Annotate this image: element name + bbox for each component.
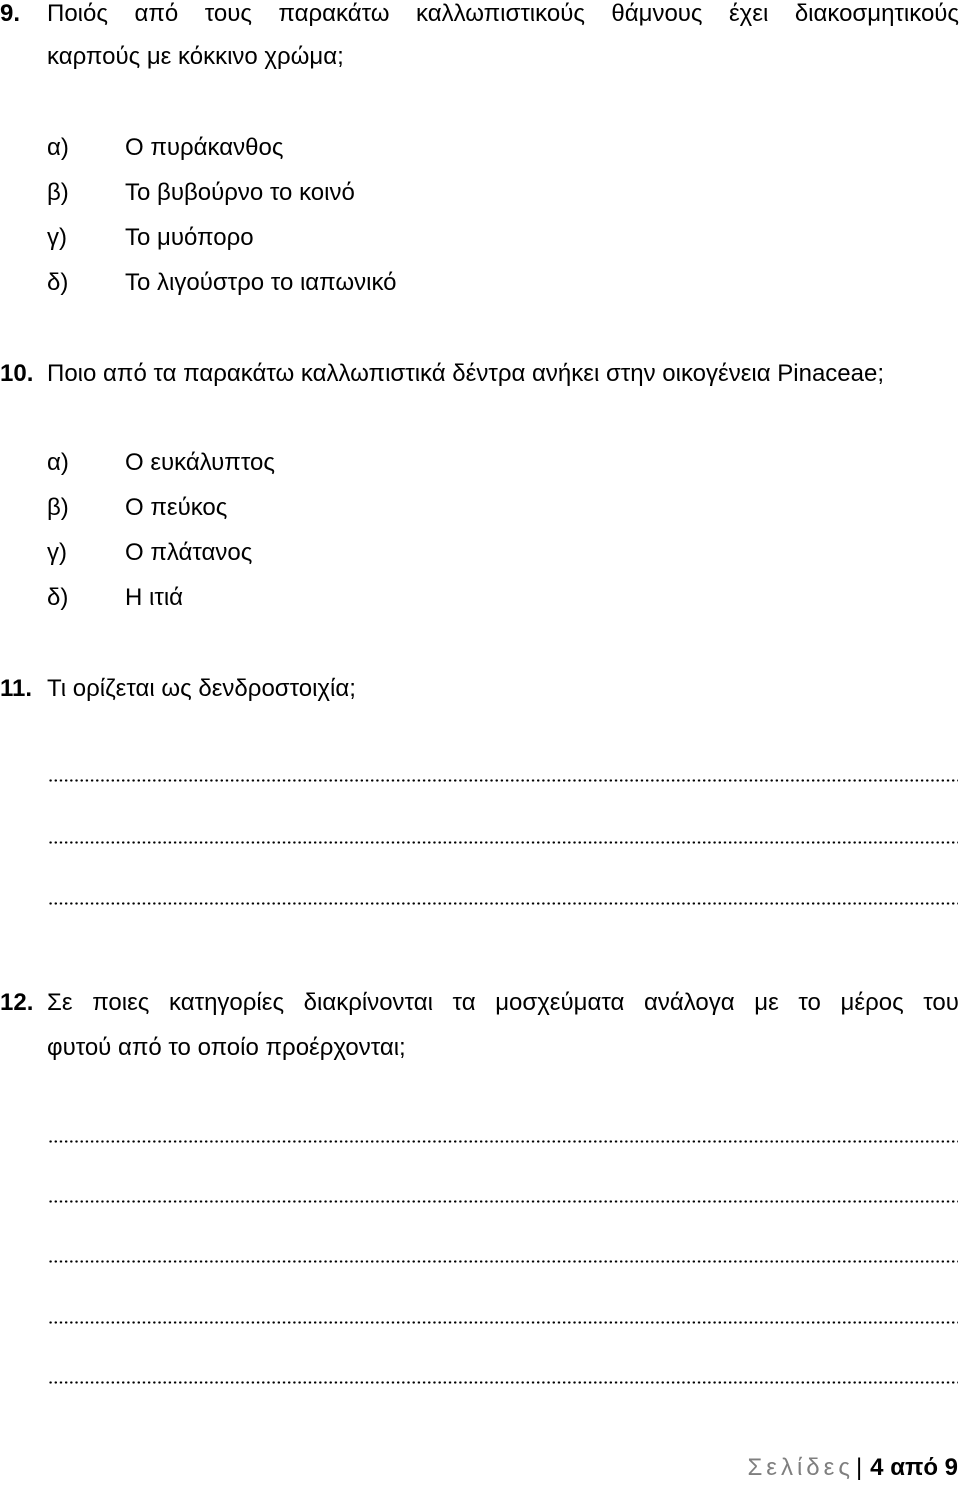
page-footer — [747, 1454, 958, 1482]
answer-dotted-line — [48, 1140, 958, 1143]
question-9-word: από — [134, 0, 179, 27]
question-12-text-line1 — [47, 989, 959, 1017]
footer-pages-label: Σελίδες — [747, 1454, 854, 1481]
question-11-number: 11. — [0, 675, 33, 702]
question-12-text-line2: φυτού από το οποίο προέρχονται; — [47, 1034, 406, 1061]
answer-dotted-line — [48, 841, 958, 844]
footer-page-indicator: 4 από 9 — [870, 1454, 958, 1481]
option-label: γ) — [47, 539, 67, 566]
question-12-word: κατηγορίες — [169, 989, 285, 1016]
answer-dotted-line — [48, 1260, 958, 1263]
question-9-text-line1 — [47, 0, 959, 28]
question-12-word: μοσχεύματα — [495, 989, 625, 1016]
option-text: Η ιτιά — [125, 584, 184, 611]
question-9-word: τους — [204, 0, 252, 27]
question-11-text: Τι ορίζεται ως δενδροστοιχία; — [47, 675, 356, 702]
question-10-number: 10. — [0, 360, 34, 387]
answer-dotted-line — [48, 1381, 958, 1384]
question-12-word: Σε — [47, 989, 73, 1016]
question-12-word: μέρος — [840, 989, 904, 1016]
option-text: Το μυόπορο — [125, 224, 254, 251]
question-12-word: διακρίνονται — [303, 989, 433, 1016]
question-12-word: ποιες — [92, 989, 150, 1016]
option-label: δ) — [47, 269, 69, 296]
question-12-number: 12. — [0, 989, 34, 1016]
option-text: Ο πλάτανος — [125, 539, 253, 566]
option-label: α) — [47, 134, 69, 161]
question-12-word: ανάλογα — [643, 989, 735, 1016]
question-9-word: παρακάτω — [278, 0, 390, 27]
question-12-word: με — [754, 989, 779, 1016]
question-9-text-line2: καρπούς με κόκκινο χρώμα; — [47, 43, 344, 70]
answer-dotted-line — [48, 902, 958, 905]
option-text: Ο πυράκανθος — [125, 134, 284, 161]
option-label: β) — [47, 494, 69, 521]
footer-separator: | — [855, 1454, 863, 1481]
option-label: β) — [47, 179, 69, 206]
option-label: α) — [47, 449, 69, 476]
question-9-word: θάμνους — [611, 0, 703, 27]
question-10-text: Ποιο από τα παρακάτω καλλωπιστικά δέντρα ανήκει στην οικογένεια Pinaceae; — [47, 360, 885, 387]
option-label: γ) — [47, 224, 67, 251]
option-label: δ) — [47, 584, 69, 611]
question-9-word: καλλωπιστικούς — [416, 0, 585, 27]
question-9-word: διακοσμητικούς — [794, 0, 959, 27]
question-12-word: το — [798, 989, 821, 1016]
option-text: Ο ευκάλυπτος — [125, 449, 275, 476]
answer-dotted-line — [48, 1321, 958, 1324]
answer-dotted-line — [48, 1200, 958, 1203]
option-text: Το λιγούστρο το ιαπωνικό — [125, 269, 397, 296]
option-text: Το βυβούρνο το κοινό — [125, 179, 355, 206]
question-9-word: Ποιός — [47, 0, 108, 27]
option-text: Ο πεύκος — [125, 494, 228, 521]
answer-dotted-line — [48, 779, 958, 782]
question-9-number: 9. — [0, 0, 21, 27]
question-12-word: τα — [452, 989, 476, 1016]
question-9-word: έχει — [728, 0, 769, 27]
question-12-word: του — [923, 989, 959, 1016]
